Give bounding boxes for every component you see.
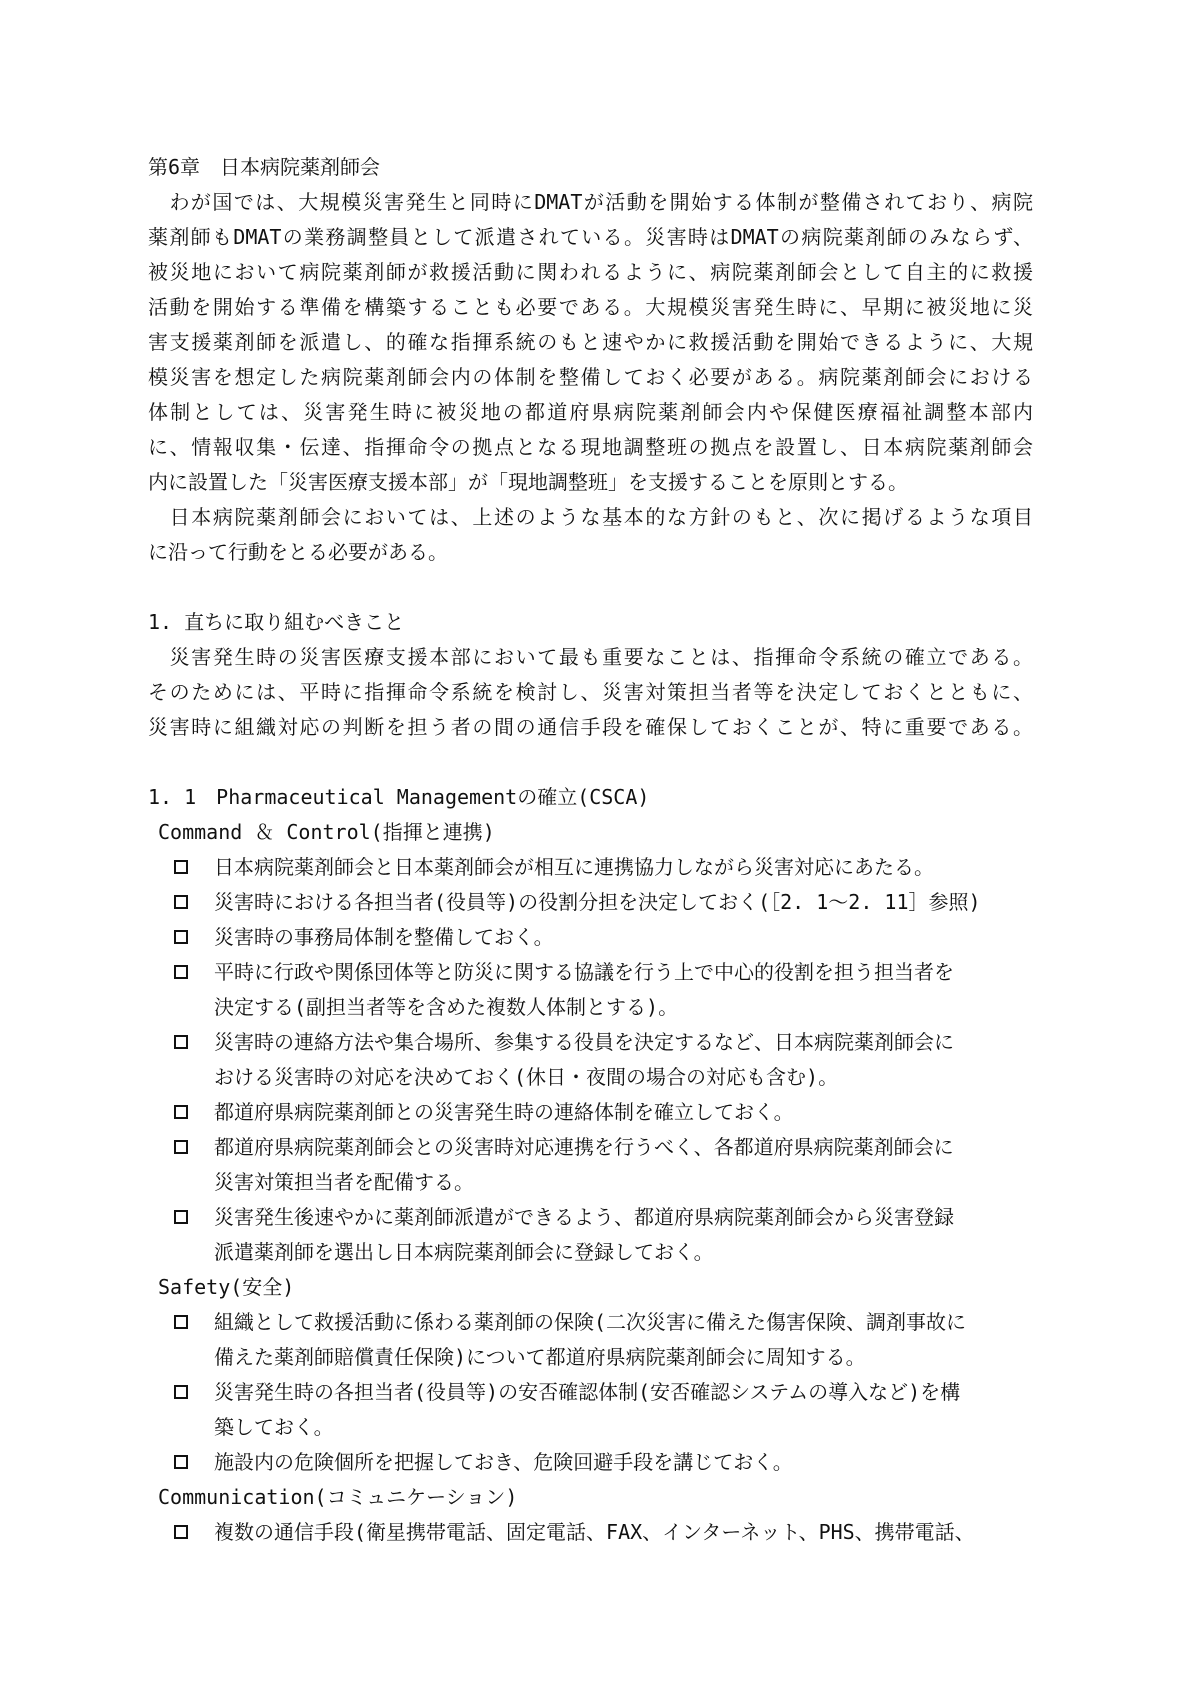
checklist-text: 災害時の連絡方法や集合場所、参集する役員を決定するなど、日本病院薬剤師会に — [214, 1030, 954, 1054]
checklist-item — [148, 1305, 1033, 1375]
checklist-text: 災害発生後速やかに薬剤師派遣ができるよう、都道府県病院薬剤師会から災害登録 — [214, 1205, 954, 1229]
text-line: に、情報収集・伝達、指揮命令の拠点となる現地調整班の拠点を設置し、日本病院薬剤師会 — [148, 435, 1033, 459]
checkbox-icon[interactable] — [174, 1210, 188, 1224]
checklist-item — [148, 1095, 1033, 1130]
checklist-item — [148, 1515, 1033, 1550]
checkbox-icon[interactable] — [174, 1315, 188, 1329]
text-line: 災害時に組織対応の判断を担う者の間の通信手段を確保しておくことが、特に重要である。 — [148, 715, 1033, 739]
checklist-text: 複数の通信手段(衛星携帯電話、固定電話、FAX、インターネット、PHS、携帯電話、 — [214, 1520, 975, 1544]
intro-paragraph-2 — [148, 500, 1033, 570]
text-line: そのためには、平時に指揮命令系統を検討し、災害対策担当者等を決定しておくとともに、 — [148, 680, 1033, 704]
checkbox-icon[interactable] — [174, 1105, 188, 1119]
document-page — [148, 150, 1033, 1550]
checkbox-icon[interactable] — [174, 1140, 188, 1154]
text-line: 活動を開始する準備を構築することも必要である。大規模災害発生時に、早期に被災地に災 — [148, 295, 1033, 319]
checkbox-icon[interactable] — [174, 860, 188, 874]
checklist-item — [148, 1200, 1033, 1270]
checkbox-icon[interactable] — [174, 895, 188, 909]
checkbox-icon[interactable] — [174, 930, 188, 944]
text-line: 内に設置した「災害医療支援本部」が「現地調整班」を支援することを原則とする。 — [148, 470, 908, 494]
checklist-text: おける災害時の対応を決めておく(休日・夜間の場合の対応も含む)。 — [214, 1065, 839, 1089]
spacer — [148, 570, 1033, 605]
checklist-item — [148, 1130, 1033, 1200]
checklist-text: 施設内の危険個所を把握しておき、危険回避手段を講じておく。 — [214, 1450, 793, 1474]
text-line: 日本病院薬剤師会においては、上述のような基本的な方針のもと、次に掲げるような項目 — [148, 505, 1033, 529]
text-line: 模災害を想定した病院薬剤師会内の体制を整備しておく必要がある。病院薬剤師会における — [148, 365, 1033, 389]
checklist-item — [148, 1445, 1033, 1480]
checkbox-icon[interactable] — [174, 1385, 188, 1399]
chapter-title: 第6章 日本病院薬剤師会 — [148, 155, 381, 179]
text-line: 被災地において病院薬剤師が救援活動に関われるように、病院薬剤師会として自主的に救援 — [148, 260, 1033, 284]
checklist-text: 災害時における各担当者(役員等)の役割分担を決定しておく(［2. 1～2. 11］参照) — [214, 890, 981, 914]
checklist-text: 平時に行政や関係団体等と防災に関する協議を行う上で中心的役割を担う担当者を — [214, 960, 954, 984]
checklist-item — [148, 850, 1033, 885]
checklist-item — [148, 885, 1033, 920]
checklist-item — [148, 1375, 1033, 1445]
checklist-text: 都道府県病院薬剤師会との災害時対応連携を行うべく、各都道府県病院薬剤師会に — [214, 1135, 954, 1159]
text-line: に沿って行動をとる必要がある。 — [148, 540, 448, 564]
checklist-text: 決定する(副担当者等を含めた複数人体制とする)。 — [214, 995, 679, 1019]
subheading-communication: Communication(コミュニケーション) — [158, 1485, 518, 1509]
subheading-safety: Safety(安全) — [158, 1275, 295, 1299]
intro-paragraph-1 — [148, 185, 1033, 500]
checklist-text: 災害対策担当者を配備する。 — [214, 1170, 474, 1194]
checklist-text: 組織として救援活動に係わる薬剤師の保険(二次災害に備えた傷害保険、調剤事故に — [214, 1310, 967, 1334]
text-line: 体制としては、災害発生時に被災地の都道府県病院薬剤師会内や保健医療福祉調整本部内 — [148, 400, 1033, 424]
text-line: 薬剤師もDMATの業務調整員として派遣されている。災害時はDMATの病院薬剤師のみならず、 — [148, 225, 1033, 249]
checkbox-icon[interactable] — [174, 965, 188, 979]
checklist-item — [148, 920, 1033, 955]
text-line: 害支援薬剤師を派遣し、的確な指揮系統のもと速やかに救援活動を開始できるように、大規 — [148, 330, 1033, 354]
checklist-item — [148, 955, 1033, 1025]
checklist-text: 派遣薬剤師を選出し日本病院薬剤師会に登録しておく。 — [214, 1240, 714, 1264]
checklist-text: 災害時の事務局体制を整備しておく。 — [214, 925, 554, 949]
text-line: 災害発生時の災害医療支援本部において最も重要なことは、指揮命令系統の確立である。 — [148, 645, 1033, 669]
section-1-heading: 1. 直ちに取り組むべきこと — [148, 610, 405, 634]
section-1-paragraph — [148, 640, 1033, 745]
spacer — [148, 745, 1033, 780]
text-line: わが国では、大規模災害発生と同時にDMATが活動を開始する体制が整備されており、病院 — [148, 190, 1033, 214]
checklist-text: 日本病院薬剤師会と日本薬剤師会が相互に連携協力しながら災害対応にあたる。 — [214, 855, 934, 879]
checklist-text: 備えた薬剤師賠償責任保険)について都道府県病院薬剤師会に周知する。 — [214, 1345, 866, 1369]
checklist-text: 築しておく。 — [214, 1415, 334, 1439]
checkbox-icon[interactable] — [174, 1035, 188, 1049]
subheading-command-control: Command ＆ Control(指揮と連携) — [158, 820, 495, 844]
section-1-1-heading: 1. 1 Pharmaceutical Managementの確立(CSCA) — [148, 785, 650, 809]
checkbox-icon[interactable] — [174, 1525, 188, 1539]
checkbox-icon[interactable] — [174, 1455, 188, 1469]
checklist-item — [148, 1025, 1033, 1095]
checklist-text: 災害発生時の各担当者(役員等)の安否確認体制(安否確認システムの導入など)を構 — [214, 1380, 961, 1404]
checklist-text: 都道府県病院薬剤師との災害発生時の連絡体制を確立しておく。 — [214, 1100, 794, 1124]
